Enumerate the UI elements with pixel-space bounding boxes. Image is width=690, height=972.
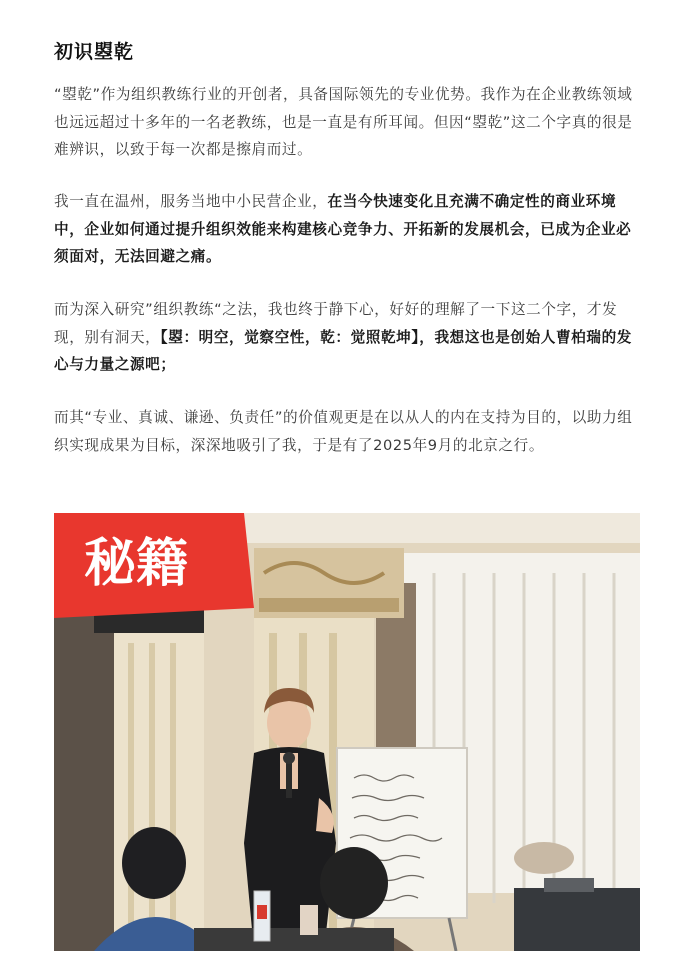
- paragraph-4: 而其“专业、真诚、谦逊、负责任”的价值观更是在以从人的内在支持为目的，以助力组织实现成果为目标，深深地吸引了我，于是有了2025年9月的北京之行。: [54, 409, 633, 454]
- paragraph-2: [54, 188, 640, 271]
- paragraph-3-plain: 而为深入研究”组织教练“之法，我也终于静下心，好好的理解了一下这二个字，才发现，别有洞天，: [54, 301, 618, 346]
- paragraph-3: [54, 296, 640, 379]
- banner-text: 秘籍: [84, 534, 189, 594]
- workshop-photo: [54, 513, 640, 951]
- paragraph-3-bold: 【曌：明空，觉察空性，乾：觉照乾坤】，我想这也是创始人曹柏瑞的发心与力量之源吧；: [54, 328, 632, 373]
- paragraph-2-bold: 在当今快速变化且充满不确定性的商业环境中，企业如何通过提升组织效能来构建核心竞争力、开拓新的发展机会，已成为企业必须面对，无法回避之痛。: [54, 193, 632, 265]
- article-title: 初识曌乾: [54, 41, 135, 63]
- paragraph-1: “曌乾”作为组织教练行业的开创者，具备国际领先的专业优势。我作为在企业教练领域也远远超过十多年的一名老教练，也是一直是有所耳闻。但因“曌乾”这二个字真的很是难辨识，以致于每一次都是擦肩而过。: [54, 86, 633, 158]
- paragraph-2-plain: 我一直在温州，服务当地中小民营企业，: [54, 193, 328, 210]
